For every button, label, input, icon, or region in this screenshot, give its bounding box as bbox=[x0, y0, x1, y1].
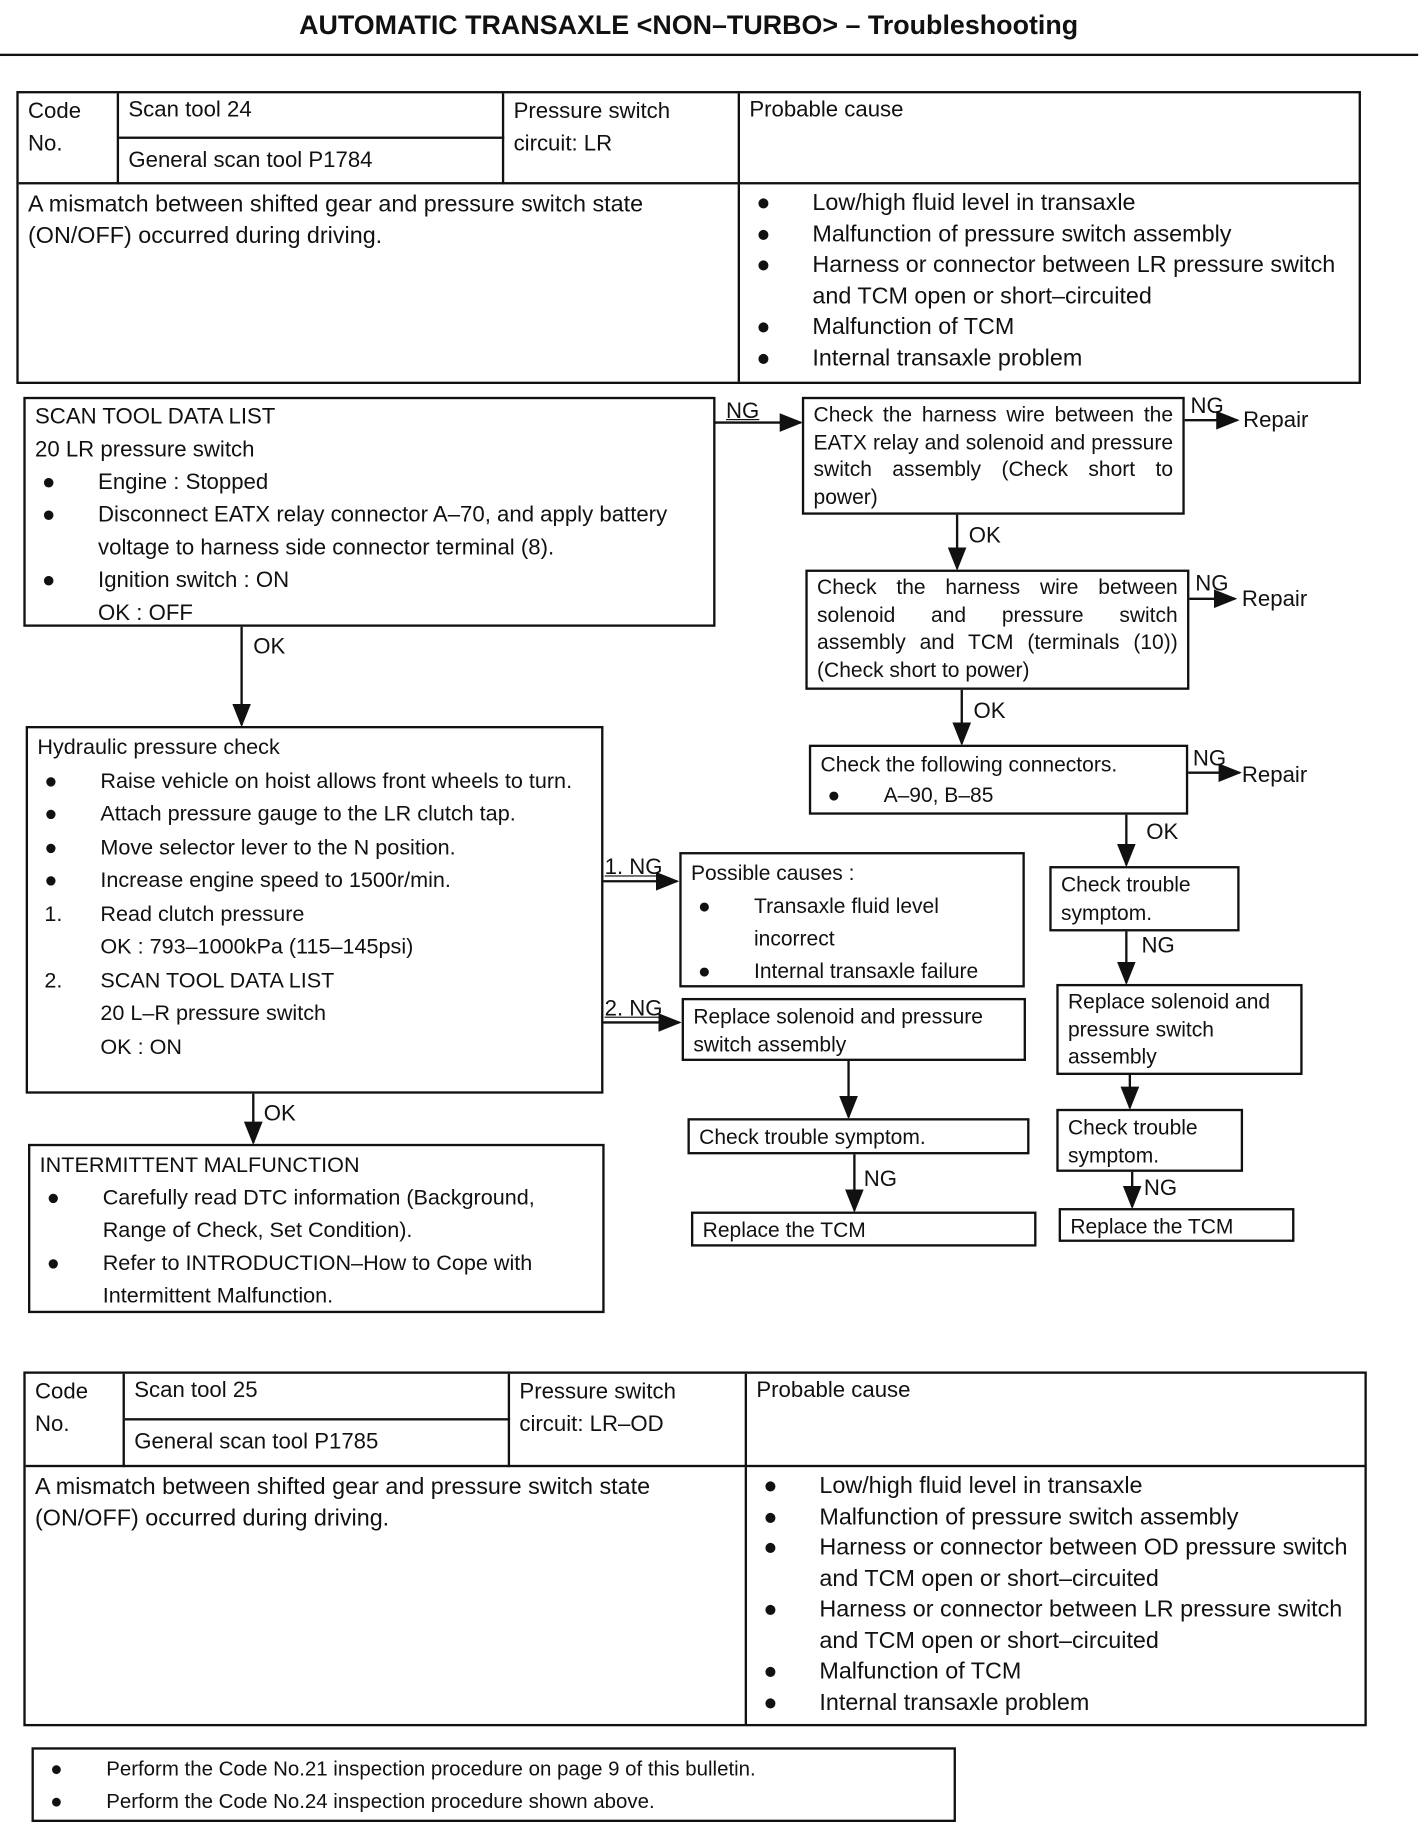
ok-label: OK bbox=[263, 1101, 296, 1127]
bullet-icon: ● bbox=[756, 344, 771, 371]
scan-tool-code: Scan tool 24 bbox=[119, 93, 504, 139]
code-label: Code No. bbox=[19, 93, 119, 184]
ng1-label: 1. NG bbox=[604, 855, 663, 881]
repair-label: Repair bbox=[1241, 587, 1308, 612]
box-title: Possible causes : bbox=[690, 861, 855, 885]
ok-label: OK bbox=[973, 699, 1006, 724]
bullet-icon: ● bbox=[44, 833, 58, 859]
probable-cause-label: Probable cause bbox=[749, 98, 904, 123]
bullet-icon: ● bbox=[42, 568, 56, 593]
ng2-label: 2. NG bbox=[604, 996, 663, 1022]
bullet-icon: ● bbox=[42, 470, 56, 495]
bullet-icon: ● bbox=[697, 959, 711, 983]
ng-label: NG bbox=[725, 399, 760, 424]
step-1-ok: OK : 793–1000kPa (115–145psi) bbox=[100, 933, 414, 959]
box-title: SCAN TOOL DATA LIST bbox=[35, 405, 276, 430]
step-2: 2. SCAN TOOL DATA LIST bbox=[44, 967, 335, 992]
cause-list bbox=[747, 1467, 1364, 1720]
step-item: ● Increase engine speed to 1500r/min. bbox=[37, 864, 591, 897]
cause-item: ● Harness or connector between OD pressure switch and TCM open or short–circuited bbox=[756, 1533, 1355, 1595]
bullet-icon: ● bbox=[756, 313, 771, 340]
description: A mismatch between shifted gear and pressure switch state (ON/OFF) occurred during driving. bbox=[26, 1467, 747, 1724]
ok-label: OK bbox=[968, 524, 1001, 549]
procedure-item: ● Perform the Code No.21 inspection procedure on page 9 of this bulletin. bbox=[43, 1752, 944, 1785]
cause-item: ● Malfunction of pressure switch assembly bbox=[749, 219, 1349, 250]
general-scan-tool-code: General scan tool P1785 bbox=[125, 1420, 510, 1467]
page-title: AUTOMATIC TRANSAXLE <NON–TURBO> – Troubleshooting bbox=[299, 9, 1079, 40]
code25-table bbox=[23, 1371, 1366, 1726]
bullet-icon: ● bbox=[763, 1534, 778, 1561]
bullet-icon: ● bbox=[44, 800, 58, 826]
bullet-icon: ● bbox=[44, 767, 58, 792]
step-item: ● Carefully read DTC information (Background, Range of Check, Set Condition). bbox=[40, 1181, 593, 1246]
step-item: ● Move selector lever to the N position. bbox=[37, 830, 591, 863]
replace-tcm-right-box: Replace the TCM bbox=[1059, 1208, 1295, 1242]
cause-item: ● Internal transaxle failure bbox=[691, 955, 1013, 988]
bullet-icon: ● bbox=[42, 503, 56, 528]
ok-condition: OK : OFF bbox=[98, 601, 193, 626]
step-item: ● Raise vehicle on hoist allows front wheels to turn. bbox=[37, 764, 591, 797]
step-item: ● Engine : Stopped bbox=[35, 467, 704, 500]
connector-item: ● A–90, B–85 bbox=[821, 780, 1177, 810]
cause-item: ● Harness or connector between LR pressure switch and TCM open or short–circuited bbox=[756, 1594, 1355, 1656]
circuit-label: Pressure switch circuit: LR–OD bbox=[510, 1374, 747, 1467]
circuit-label: Pressure switch circuit: LR bbox=[504, 93, 740, 184]
cause-item: ● Harness or connector between LR pressure switch and TCM open or short–circuited bbox=[749, 250, 1349, 312]
cause-item: ● Transaxle fluid level incorrect bbox=[691, 889, 1013, 954]
cause-item: ● Low/high fluid level in transaxle bbox=[749, 188, 1349, 219]
step-item: ● Ignition switch : ON bbox=[35, 565, 704, 598]
replace-tcm-mid-box: Replace the TCM bbox=[691, 1212, 1036, 1247]
bullet-icon: ● bbox=[763, 1689, 778, 1716]
bullet-icon: ● bbox=[756, 221, 771, 247]
bullet-icon: ● bbox=[44, 867, 58, 892]
bullet-icon: ● bbox=[763, 1658, 778, 1685]
bullet-icon: ● bbox=[827, 783, 841, 807]
box-subtitle: 20 LR pressure switch bbox=[35, 437, 255, 463]
scan-tool-code: Scan tool 25 bbox=[125, 1374, 510, 1421]
cause-item: ● Internal transaxle problem bbox=[749, 343, 1349, 374]
ok-label: OK bbox=[253, 634, 286, 660]
ng-label: NG bbox=[863, 1167, 897, 1192]
check-harness-tcm-box: Check the harness wire between solenoid and pressure switch assembly and TCM (terminals (10)) (Check short to power) bbox=[805, 570, 1189, 690]
cause-item: ● Malfunction of TCM bbox=[756, 1656, 1355, 1687]
bullet-icon: ● bbox=[756, 190, 771, 216]
hydraulic-pressure-check-box bbox=[26, 726, 604, 1094]
description: A mismatch between shifted gear and pressure switch state (ON/OFF) occurred during driving. bbox=[19, 184, 740, 381]
ng-label: NG bbox=[1190, 394, 1224, 420]
step-1: 1. Read clutch pressure bbox=[44, 900, 305, 926]
ng-label: NG bbox=[1192, 747, 1227, 772]
cause-item: ● Malfunction of TCM bbox=[749, 312, 1349, 343]
bullet-icon: ● bbox=[50, 1789, 63, 1813]
check-symptom-right2-box: Check trouble symptom. bbox=[1056, 1109, 1243, 1172]
step-2-sub: 20 L–R pressure switch bbox=[100, 1000, 327, 1025]
intermittent-malfunction-box bbox=[28, 1144, 605, 1313]
ng-label: NG bbox=[1143, 1176, 1178, 1202]
cause-item: ● Malfunction of pressure switch assembly bbox=[756, 1502, 1355, 1533]
replace-solenoid-mid-box: Replace solenoid and pressure switch assembly bbox=[682, 998, 1026, 1061]
box-title: INTERMITTENT MALFUNCTION bbox=[39, 1152, 360, 1177]
probable-cause-label: Probable cause bbox=[756, 1378, 911, 1403]
code-label: Code No. bbox=[26, 1374, 125, 1467]
cause-item: ● Internal transaxle problem bbox=[756, 1687, 1355, 1718]
step-item: ● Refer to INTRODUCTION–How to Cope with Intermittent Malfunction. bbox=[40, 1247, 593, 1312]
bullet-icon: ● bbox=[50, 1756, 63, 1780]
check-symptom-right-box: Check trouble symptom. bbox=[1049, 866, 1239, 931]
check-harness-eatx-box: Check the harness wire between the EATX relay and solenoid and pressure switch assembly (Check short to power) bbox=[802, 397, 1185, 515]
bullet-icon: ● bbox=[763, 1596, 778, 1623]
bullet-icon: ● bbox=[763, 1503, 778, 1530]
repair-label: Repair bbox=[1243, 408, 1309, 434]
footer-procedure-box bbox=[32, 1747, 956, 1822]
step-item: ● Disconnect EATX relay connector A–70, and apply battery voltage to harness side connector terminal (8). bbox=[35, 500, 704, 565]
box-title: Check the following connectors. bbox=[820, 752, 1118, 777]
scan-tool-data-list-box bbox=[23, 397, 715, 627]
bullet-icon: ● bbox=[697, 894, 711, 918]
bullet-icon: ● bbox=[46, 1184, 60, 1210]
bullet-icon: ● bbox=[763, 1473, 778, 1499]
check-symptom-mid-box: Check trouble symptom. bbox=[687, 1118, 1029, 1154]
check-connectors-box bbox=[809, 745, 1188, 815]
ng-label: NG bbox=[1141, 933, 1175, 959]
cause-item: ● Low/high fluid level in transaxle bbox=[756, 1471, 1355, 1502]
step-2-ok: OK : ON bbox=[100, 1033, 182, 1059]
possible-causes-box bbox=[679, 852, 1024, 987]
repair-label: Repair bbox=[1241, 763, 1308, 788]
procedure-item: ● Perform the Code No.24 inspection procedure shown above. bbox=[43, 1785, 944, 1818]
step-item: ● Attach pressure gauge to the LR clutch tap. bbox=[37, 797, 591, 830]
box-title: Hydraulic pressure check bbox=[37, 734, 280, 759]
ok-label: OK bbox=[1146, 820, 1179, 846]
replace-solenoid-right-box: Replace solenoid and pressure switch assembly bbox=[1056, 984, 1302, 1075]
ng-label: NG bbox=[1195, 571, 1229, 597]
bullet-icon: ● bbox=[46, 1250, 60, 1275]
general-scan-tool-code: General scan tool P1784 bbox=[119, 139, 504, 185]
bullet-icon: ● bbox=[756, 252, 771, 278]
